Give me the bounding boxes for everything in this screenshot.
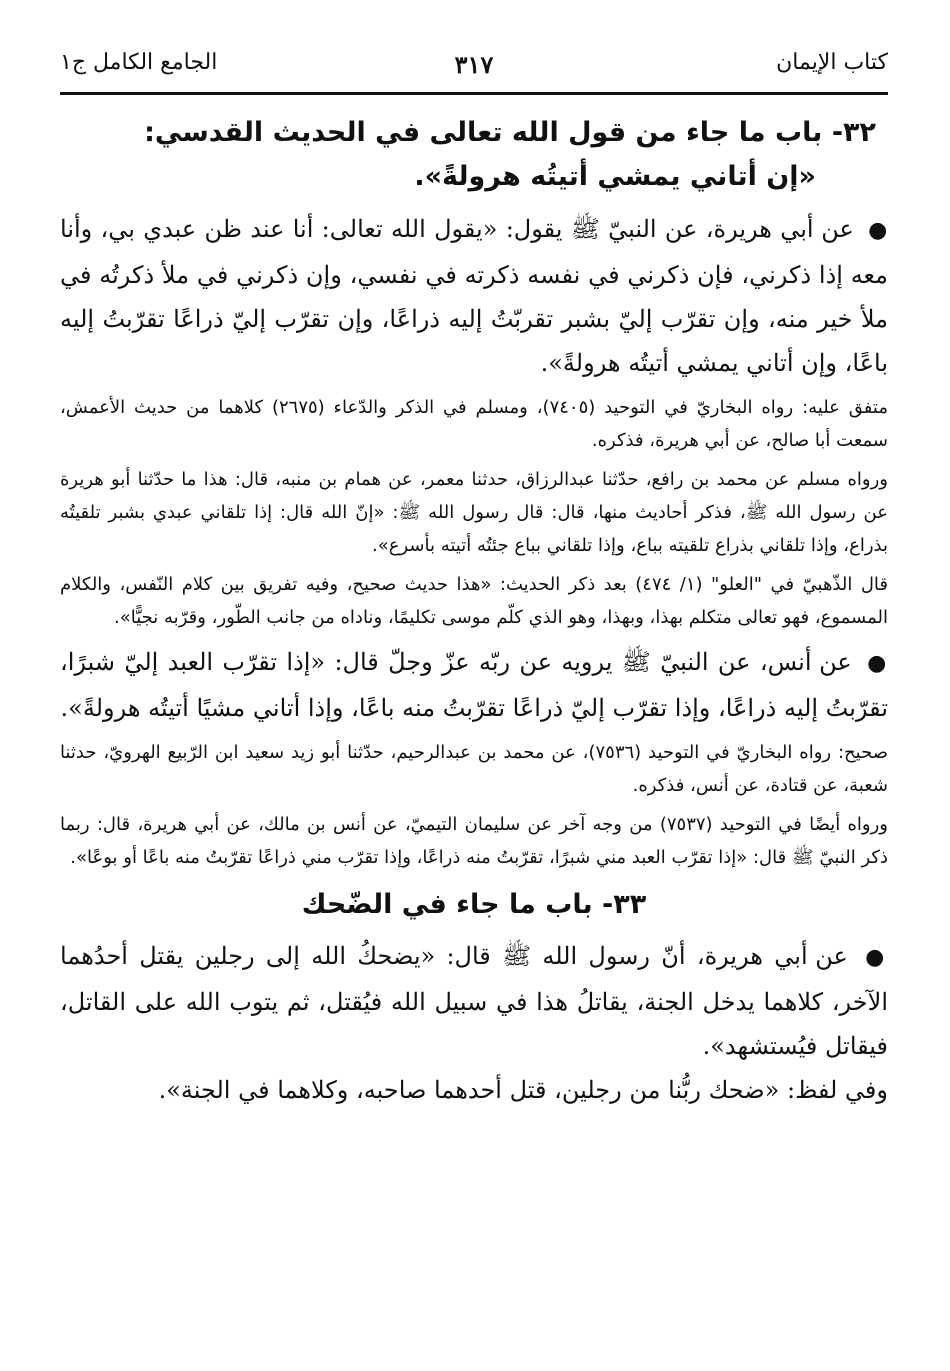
hadith-text: عن أبي هريرة، أنّ رسول الله ﷺ قال: «يضحكُ الله إلى رجلين يقتل أحدُهما الآخر، كلاهما يدخل الجنة، يقاتلُ هذا في سبيل الله فيُقتل، ثم يتوب الله على القاتل، فيقاتل فيُستشهد».: [60, 942, 888, 1060]
chapter-32-title: ٣٢- باب ما جاء من قول الله تعالى في الحديث القدسي:: [144, 117, 876, 148]
hadith-text: عن أنس، عن النبيّ ﷺ يرويه عن ربّه عزّ وجلّ قال: «إذا تقرّب العبد إليّ شبرًا، تقرّبتُ إليه ذراعًا، وإذا تقرّب إليّ ذراعًا تقرّبتُ منه باعًا، وإذا أتاني مشيًا أتيتُه هرولةً».: [60, 648, 888, 722]
hadith-anas: [60, 640, 888, 730]
bullet-icon: ●: [867, 651, 888, 676]
hadith-variant: وفي لفظ: «ضحك ربُّنا من رجلين، قتل أحدهما صاحبه، وكلاهما في الجنة».: [158, 1076, 888, 1104]
bullet-icon: ●: [868, 218, 888, 243]
bullet-icon: ●: [865, 945, 888, 970]
running-head-volume: الجامع الكامل ج١: [60, 50, 218, 75]
page-header: [60, 0, 888, 95]
chapter-32-subtitle: «إن أتاني يمشي أتيتُه هرولةً».: [414, 161, 816, 192]
chapter-32-heading: [60, 111, 876, 199]
hadith-text: عن أبي هريرة، عن النبيّ ﷺ يقول: «يقول الله تعالى: أنا عند ظن عبدي بي، وأنا معه إذا ذكرني، فإن ذكرني في نفسه ذكرته في نفسي، وإن ذكرني في ملأ ذكرتُه في ملأ خير منه، وإن تقرّب إليّ بشبر تقربّتُ إليه ذراعًا، وإن تقرّب إليّ ذراعًا تقرّبتُ إليه باعًا، وإن أتاني يمشي أتيتُه هرولةً».: [60, 215, 888, 377]
takhrij-note: متفق عليه: رواه البخاريّ في التوحيد (٧٤٠٥)، ومسلم في الذكر والدّعاء (٢٦٧٥) كلاهما من حديث الأعمش، سمعت أبا صالح، عن أبي هريرة، فذكره.: [60, 397, 888, 451]
page-number: ٣١٧: [454, 50, 494, 79]
takhrij-note: قال الذّهبيّ في "العلو" (١/ ٤٧٤) بعد ذكر الحديث: «هذا حديث صحيح، وفيه تفريق بين كلام النّفس، والكلام المسموع، فهو تعالى متكلم بهذا، وبهذا، وهو الذي كلّم موسى تكليمًا، وناداه من جانب الطّور، وقرّبه نجيًّا».: [60, 574, 888, 628]
takhrij-note: صحيح: رواه البخاريّ في التوحيد (٧٥٣٦)، عن محمد بن عبدالرحيم، حدّثنا أبو زيد سعيد ابن الرّبيع الهرويّ، حدثنا شعبة، عن قتادة، عن أنس، فذكره.: [60, 742, 888, 796]
takhrij-note: ورواه أيضًا في التوحيد (٧٥٣٧) من وجه آخر عن سليمان التيميّ، عن أنس بن مالك، عن أبي هريرة، قال: ربما ذكر النبيّ ﷺ قال: «إذا تقرّب العبد مني شبرًا، تقرّبتُ منه ذراعًا، وإذا تقرّب مني ذراعًا تقرّبتُ منه باعًا أو بوعًا».: [60, 814, 889, 868]
hadith-laughter: [60, 934, 888, 1068]
running-head-book: كتاب الإيمان: [776, 50, 888, 75]
takhrij-note: ورواه مسلم عن محمد بن رافع، حدّثنا عبدالرزاق، حدثنا معمر، عن همام بن منبه، قال: هذا ما حدّثنا أبو هريرة عن رسول الله ﷺ، فذكر أحاديث منها، قال: قال رسول الله ﷺ: «إنّ الله قال: إذا تلقاني عبدي بشبر تلقيتُه بذراع، وإذا تلقاني بذراع تلقيته بباع، وإذا تلقاني بباع جئتُه أتيته بأسرع».: [60, 469, 888, 556]
hadith-abu-hurayra: [60, 207, 888, 385]
chapter-33-title: ٣٣- باب ما جاء في الضّحك: [301, 889, 647, 920]
